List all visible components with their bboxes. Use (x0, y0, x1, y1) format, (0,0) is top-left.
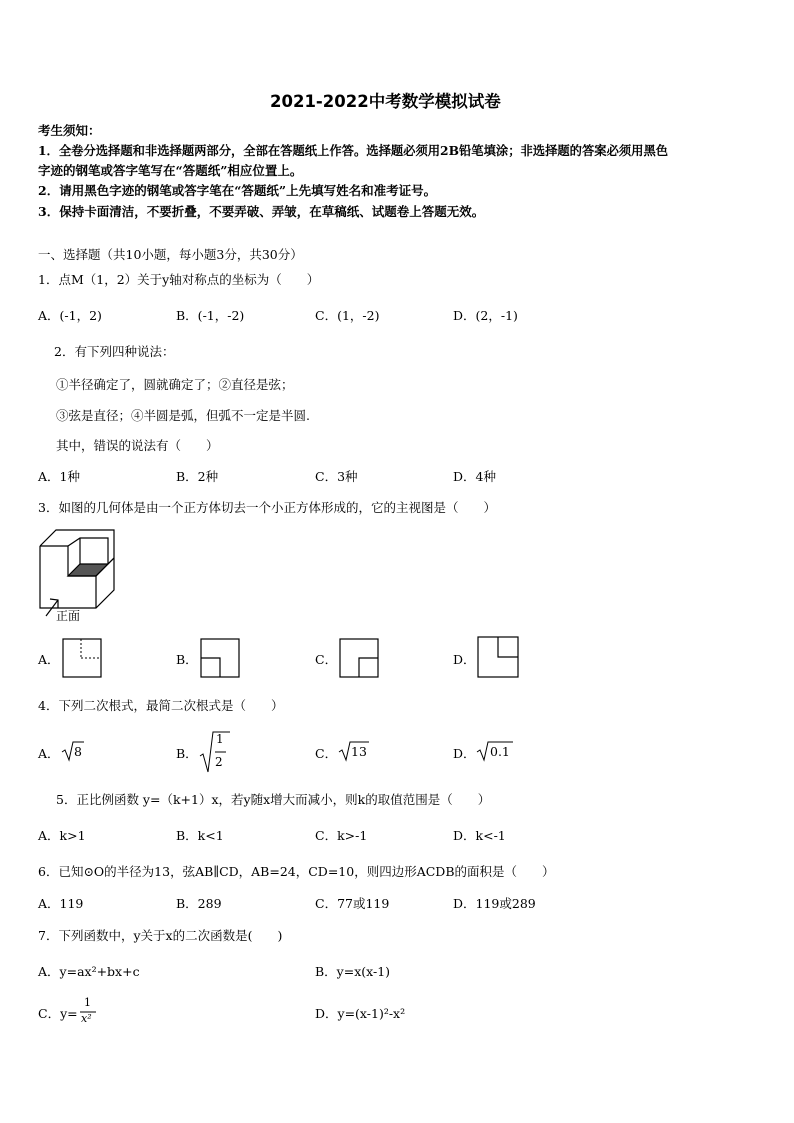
q4-option-d-label[interactable]: D． (453, 746, 476, 761)
notice-line-4: 3．保持卡面清洁，不要折叠，不要弄破、弄皱，在草稿纸、试题卷上答题无效。 (38, 204, 485, 219)
q2-statement-2: ③弦是直径；④半圆是弧，但弧不一定是半圆. (56, 408, 310, 423)
q7-option-a[interactable]: A．y=ax²+bx+c (38, 964, 140, 979)
q2-option-a[interactable]: A．1种 (38, 469, 80, 484)
q4-option-d-value: 0.1 (490, 744, 510, 759)
q6-option-a[interactable]: A．119 (38, 896, 84, 911)
q6-option-d[interactable]: D．119或289 (453, 896, 536, 911)
q7-option-d[interactable]: D．y=(x-1)²-x² (315, 1006, 406, 1021)
q2-option-c[interactable]: C．3种 (315, 469, 358, 484)
q5-option-b[interactable]: B．k<1 (176, 828, 224, 843)
notice-line-3: 2．请用黑色字迹的钢笔或答字笔在“答题纸”上先填写姓名和准考证号。 (38, 183, 437, 198)
q4-option-b-label[interactable]: B． (176, 746, 198, 761)
q2-option-b[interactable]: B．2种 (176, 469, 219, 484)
q1-stem: 1．点M（1，2）关于y轴对称点的坐标为（ ） (38, 272, 320, 287)
q2-option-d[interactable]: D．4种 (453, 469, 496, 484)
q5-option-a[interactable]: A．k>1 (38, 828, 86, 843)
q3-option-a-label[interactable]: A． (38, 652, 60, 667)
q4-option-a-value: 8 (74, 744, 82, 759)
q4-option-c-label[interactable]: C． (315, 746, 338, 761)
q1-option-d[interactable]: D．(2，-1) (453, 308, 518, 323)
q3-figure-label: 正面 (56, 609, 81, 623)
q4-option-c-value: 13 (351, 744, 367, 759)
q3-option-d-label[interactable]: D． (453, 652, 476, 667)
page-title: 2021-2022中考数学模拟试卷 (270, 92, 501, 111)
q4-option-b-denominator: 2 (215, 755, 223, 769)
q7-stem: 7．下列函数中，y关于x的二次函数是( ) (38, 928, 283, 943)
q1-option-a[interactable]: A．(-1，2) (38, 308, 102, 323)
q1-option-c[interactable]: C．(1，-2) (315, 308, 380, 323)
notice-heading: 考生须知： (38, 123, 101, 138)
q4-stem: 4．下列二次根式，最简二次根式是（ ） (38, 698, 284, 713)
notice-line-2: 字迹的钢笔或答字笔写在“答题纸”相应位置上。 (38, 163, 303, 178)
q3-option-c-figure[interactable] (339, 638, 379, 678)
q2-stem: 2．有下列四种说法： (54, 344, 175, 359)
q2-question: 其中，错误的说法有（ ） (56, 438, 219, 453)
q3-stem: 3．如图的几何体是由一个正方体切去一个小正方体形成的，它的主视图是（ ） (38, 500, 496, 515)
q5-option-d[interactable]: D．k<-1 (453, 828, 506, 843)
q3-option-d-figure[interactable] (477, 636, 519, 678)
q3-option-b-figure[interactable] (200, 638, 240, 678)
q2-statement-1: ①半径确定了，圆就确定了；②直径是弦； (56, 377, 294, 392)
q7-option-b[interactable]: B．y=x(x-1) (315, 964, 391, 979)
q4-option-b-numerator: 1 (216, 732, 224, 746)
section-heading: 一、选择题（共10小题，每小题3分，共30分） (38, 247, 303, 262)
q6-stem: 6．已知⊙O的半径为13，弦AB∥CD，AB=24，CD=10，则四边形ACDB的面积是（ ） (38, 864, 555, 879)
q3-option-b-label[interactable]: B． (176, 652, 198, 667)
q5-stem: 5．正比例函数 y=（k+1）x，若y随x增大而减小，则k的取值范围是（ ） (56, 792, 491, 807)
q7-option-c-numerator: 1 (84, 996, 91, 1009)
notice-line-1: 1．全卷分选择题和非选择题两部分，全部在答题纸上作答。选择题必须用2B铅笔填涂；非选择题的答案必须用黑色 (38, 143, 669, 158)
q5-option-c[interactable]: C．k>-1 (315, 828, 368, 843)
q6-option-b[interactable]: B．289 (176, 896, 222, 911)
q7-option-c-label[interactable]: C．y= (38, 1006, 78, 1021)
q3-option-c-label[interactable]: C． (315, 652, 338, 667)
q4-option-a-label[interactable]: A． (38, 746, 60, 761)
q1-option-b[interactable]: B．(-1，-2) (176, 308, 245, 323)
q7-option-c-denominator: x² (81, 1012, 92, 1025)
q6-option-c[interactable]: C．77或119 (315, 896, 390, 911)
q3-option-a-figure[interactable] (62, 638, 102, 678)
